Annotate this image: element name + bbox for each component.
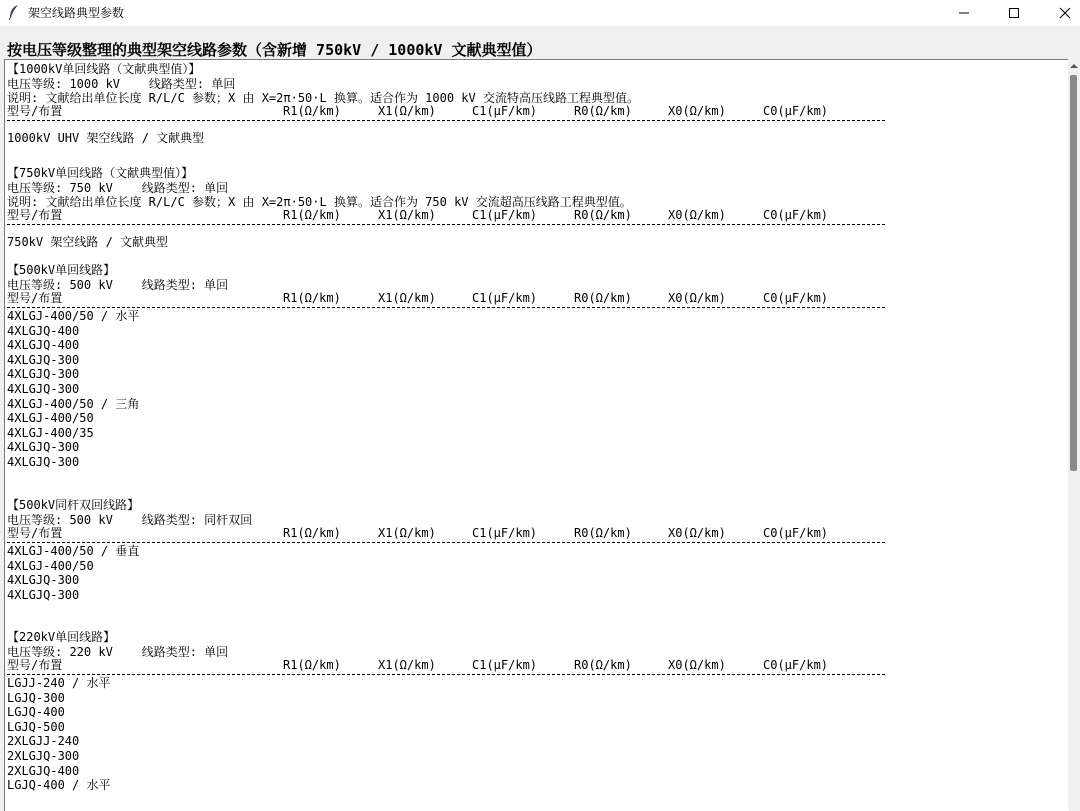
column-header: X0(Ω/km): [668, 208, 726, 222]
separator-rule: [7, 542, 885, 543]
minimize-button[interactable]: [940, 0, 988, 26]
row-label: 750kV 架空线路 / 文献典型: [7, 235, 169, 249]
row-label: 4XLGJ-400/50: [7, 411, 94, 426]
column-header: X1(Ω/km): [378, 658, 436, 672]
row-label: 4XLGJ-400/50 / 三角: [7, 396, 140, 411]
column-header: C1(μF/km): [472, 526, 538, 540]
row-label: 2XLGJQ-300: [7, 749, 80, 763]
section-info: 电压等级: 220 kV 线路类型: 单回: [7, 645, 229, 659]
separator-rule: [7, 224, 885, 225]
column-header: X1(Ω/km): [378, 526, 436, 540]
row-label: 4XLGJQ-300: [7, 455, 80, 469]
close-icon: [1059, 7, 1071, 19]
row-label: 2XLGJQ-400: [7, 763, 80, 778]
column-header: X0(Ω/km): [668, 104, 726, 118]
column-header: C0(μF/km): [763, 658, 829, 672]
column-header: X0(Ω/km): [668, 658, 726, 672]
column-header: R0(Ω/km): [574, 658, 632, 672]
column-header: C0(μF/km): [763, 291, 829, 305]
column-header: 型号/布置: [7, 104, 63, 118]
column-header: C1(μF/km): [472, 208, 538, 222]
section-title: 【220kV单回线路】: [7, 630, 116, 644]
section-title: 【750kV单回线路（文献典型值）】: [7, 166, 194, 180]
column-header: X1(Ω/km): [378, 208, 436, 222]
minimize-icon: [958, 7, 970, 19]
maximize-icon: [1008, 7, 1020, 19]
row-label: 4XLGJQ-400: [7, 338, 80, 353]
column-header: R1(Ω/km): [283, 526, 341, 540]
column-header: R1(Ω/km): [283, 104, 341, 118]
scroll-up-arrow-icon[interactable]: [1069, 61, 1079, 71]
row-label: 4XLGJQ-300: [7, 440, 80, 455]
section-title: 【500kV同杆双回线路】: [7, 498, 140, 512]
maximize-button[interactable]: [990, 0, 1038, 26]
column-header: R0(Ω/km): [574, 291, 632, 305]
close-button[interactable]: [1041, 0, 1080, 26]
section-info: 电压等级: 500 kV 线路类型: 单回: [7, 278, 229, 292]
row-label: 4XLGJ-400/50: [7, 558, 94, 573]
section-info: 电压等级: 500 kV 线路类型: 同杆双回: [7, 513, 253, 527]
section-title: 【500kV单回线路】: [7, 263, 116, 277]
column-header: X0(Ω/km): [668, 291, 726, 305]
column-header: 型号/布置: [7, 291, 63, 305]
column-header: R0(Ω/km): [574, 526, 632, 540]
column-header: 型号/布置: [7, 658, 63, 672]
row-label: 4XLGJ-400/35: [7, 425, 94, 440]
column-header: R1(Ω/km): [283, 658, 341, 672]
row-label: 4XLGJQ-300: [7, 352, 80, 367]
row-label: LGJQ-400 / 水平: [7, 778, 111, 793]
column-header: X0(Ω/km): [668, 526, 726, 540]
row-label: 1000kV UHV 架空线路 / 文献典型: [7, 131, 205, 145]
column-header: C1(μF/km): [472, 658, 538, 672]
row-label: 4XLGJ-400/50 / 垂直: [7, 544, 140, 558]
scrollbar-thumb[interactable]: [1070, 75, 1077, 471]
column-header: X1(Ω/km): [378, 291, 436, 305]
row-label: LGJQ-400: [7, 705, 65, 720]
column-header: R1(Ω/km): [283, 291, 341, 305]
column-header: R0(Ω/km): [574, 104, 632, 118]
row-label: 4XLGJQ-300: [7, 573, 80, 588]
separator-rule: [7, 120, 885, 121]
column-header: C0(μF/km): [763, 208, 829, 222]
section-title: 【1000kV单回线路（文献典型值）】: [7, 62, 201, 76]
section-info: 电压等级: 1000 kV 线路类型: 单回: [7, 77, 236, 91]
vertical-scrollbar[interactable]: [1068, 59, 1080, 810]
section-info: 电压等级: 750 kV 线路类型: 单回: [7, 181, 229, 195]
column-header: R1(Ω/km): [283, 208, 341, 222]
text-output-panel[interactable]: [4, 59, 1069, 811]
row-label: 4XLGJQ-300: [7, 367, 80, 382]
row-label: 4XLGJQ-300: [7, 587, 80, 602]
section-note: 说明: 文献给出单位长度 R/L/C 参数；X 由 X=2π·50·L 换算。适合作为 1000 kV 交流特高压线路工程典型值。: [7, 91, 639, 105]
title-bar: [0, 0, 1080, 26]
column-header: 型号/布置: [7, 208, 63, 222]
page-title: 按电压等级整理的典型架空线路参数（含新增 750kV / 1000kV 文献典型值）: [7, 41, 542, 59]
column-header: 型号/布置: [7, 526, 63, 540]
row-label: 2XLGJJ-240: [7, 734, 80, 749]
feather-icon: [6, 4, 22, 20]
column-header: R0(Ω/km): [574, 208, 632, 222]
row-label: LGJQ-300: [7, 690, 65, 705]
section-note: 说明: 文献给出单位长度 R/L/C 参数；X 由 X=2π·50·L 换算。适合作为 750 kV 交流超高压线路工程典型值。: [7, 195, 632, 209]
column-header: X1(Ω/km): [378, 104, 436, 118]
row-label: LGJQ-500: [7, 719, 65, 734]
row-label: 4XLGJQ-400: [7, 323, 80, 338]
column-header: C0(μF/km): [763, 104, 829, 118]
column-header: C0(μF/km): [763, 526, 829, 540]
row-label: LGJJ-240 / 水平: [7, 676, 111, 690]
row-label: 4XLGJ-400/50 / 水平: [7, 309, 140, 323]
column-header: C1(μF/km): [472, 104, 538, 118]
separator-rule: [7, 307, 885, 308]
separator-rule: [7, 674, 885, 675]
column-header: C1(μF/km): [472, 291, 538, 305]
row-label: 4XLGJQ-300: [7, 382, 80, 396]
window-title: 架空线路典型参数: [28, 6, 125, 20]
